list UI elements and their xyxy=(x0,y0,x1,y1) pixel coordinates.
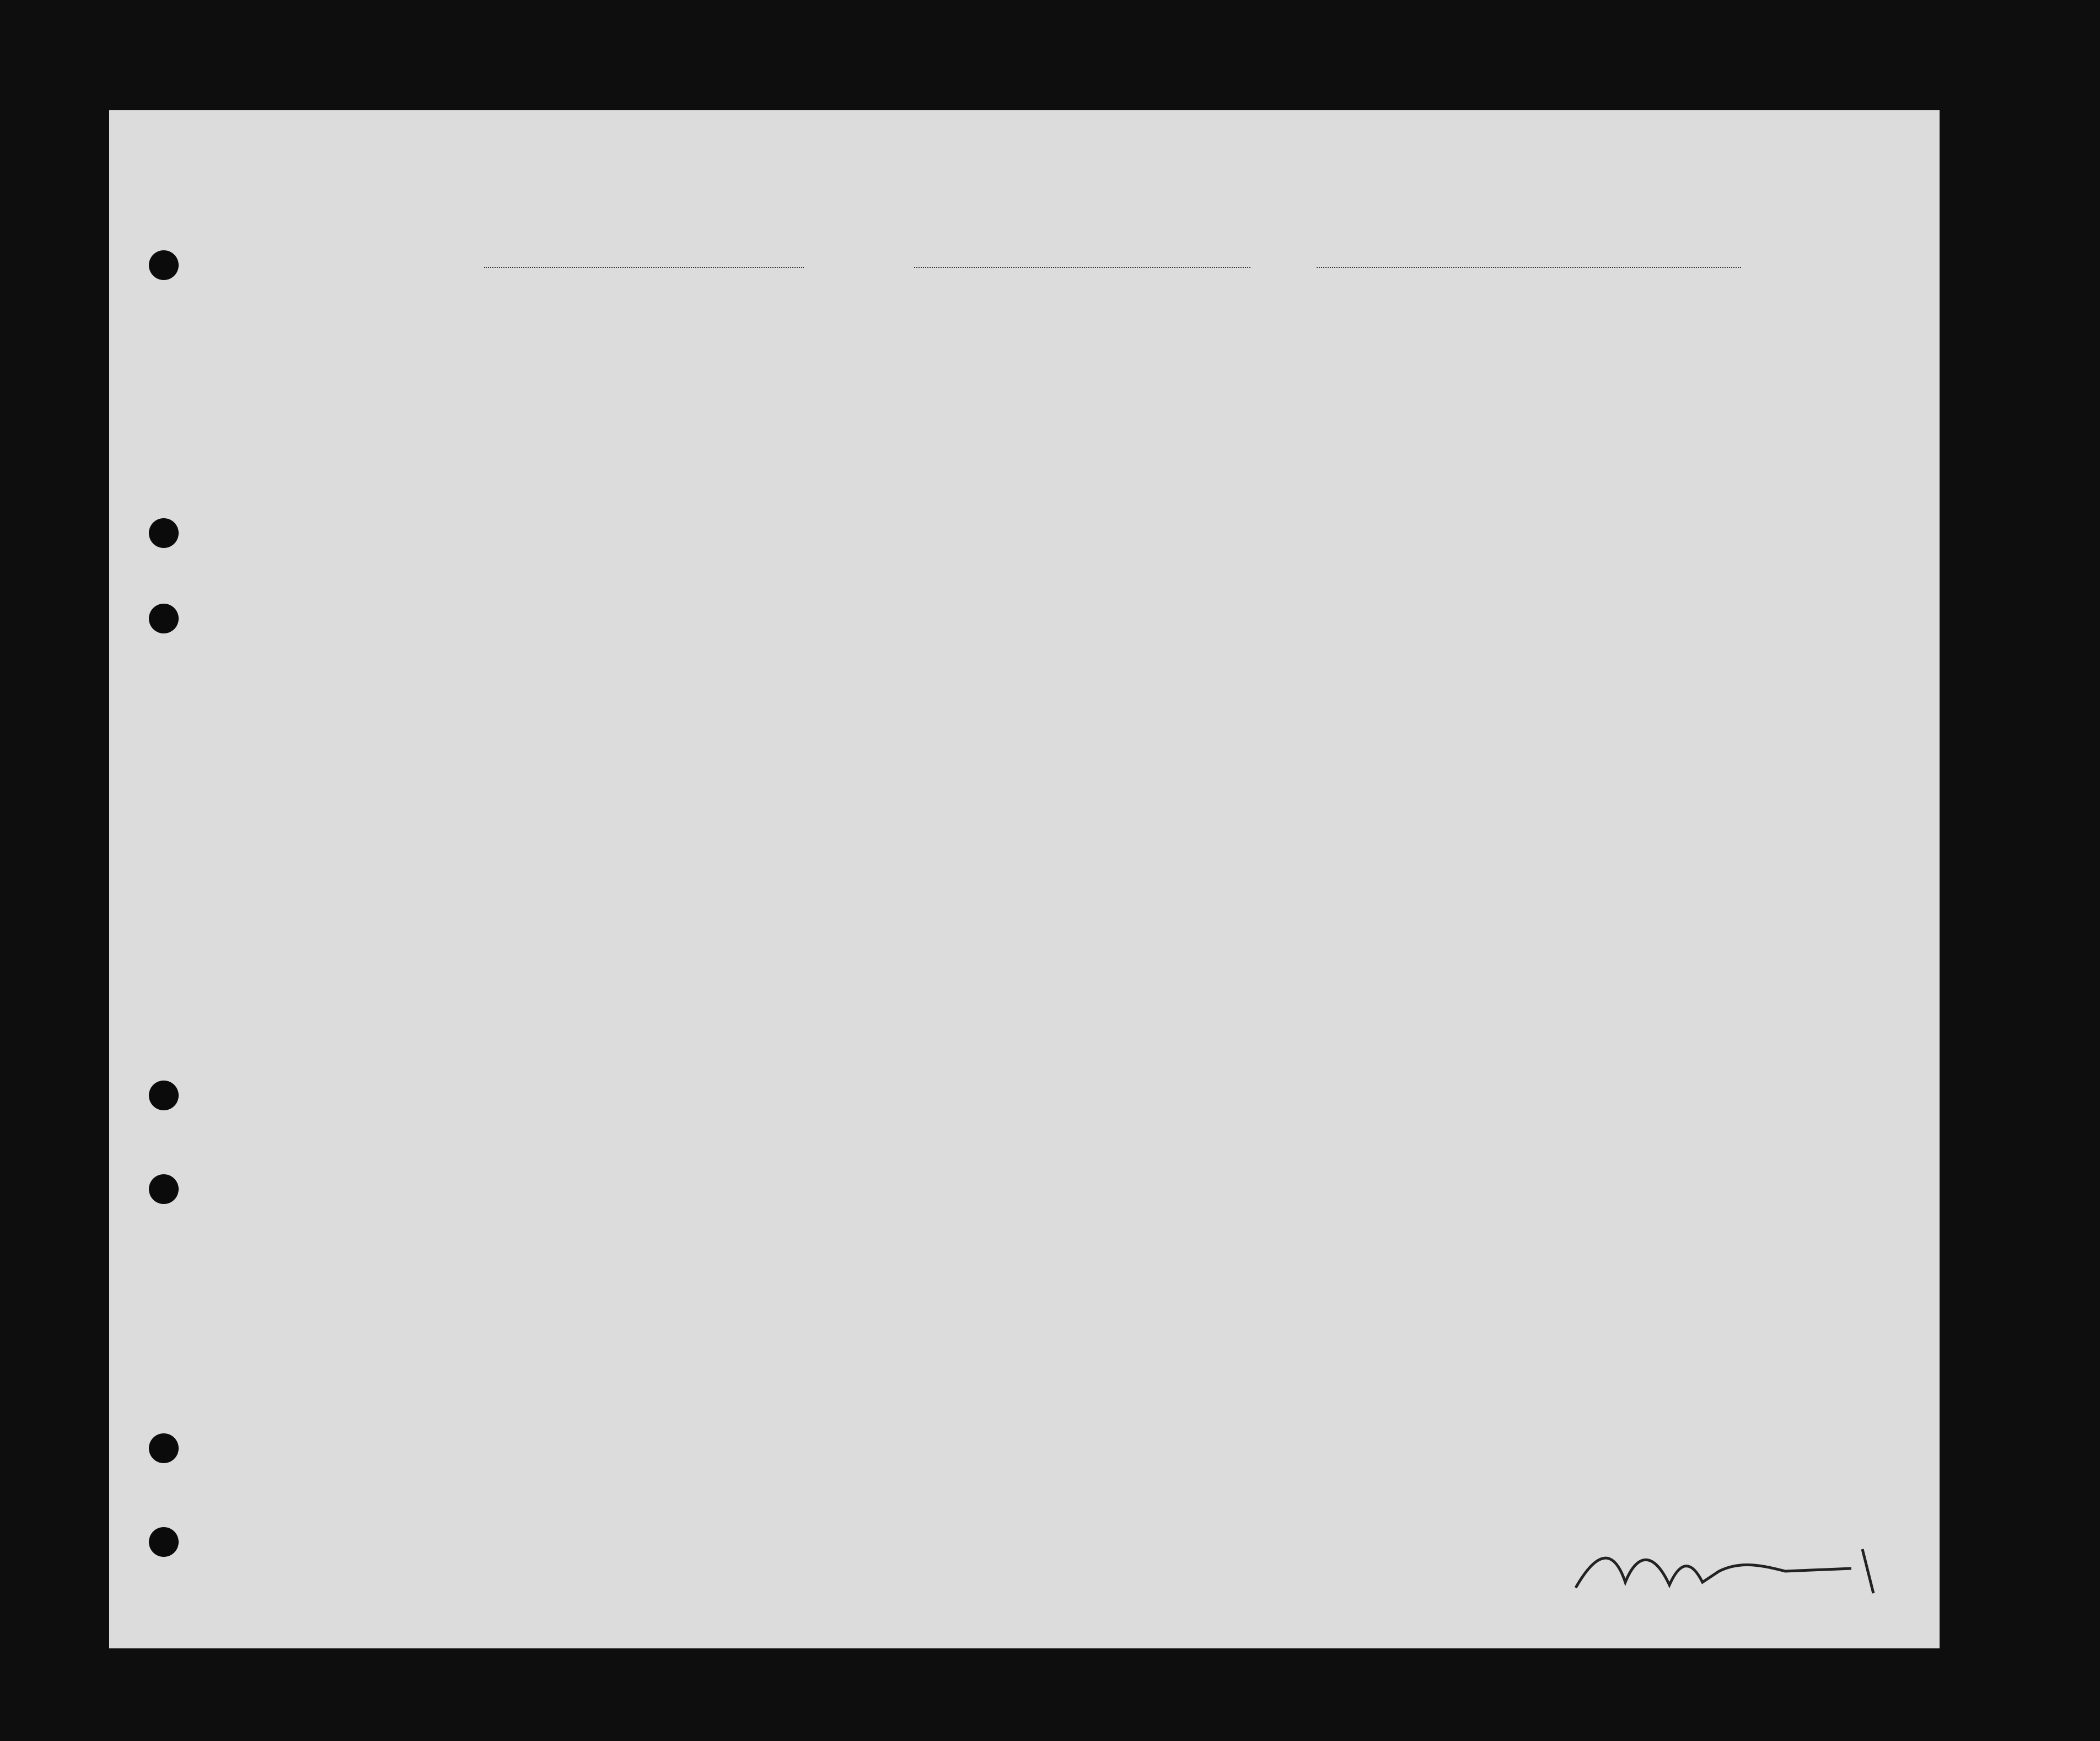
manifest-sheet xyxy=(109,110,1940,1648)
officer-signature xyxy=(1565,1538,1906,1604)
table-grid xyxy=(109,110,1940,1648)
